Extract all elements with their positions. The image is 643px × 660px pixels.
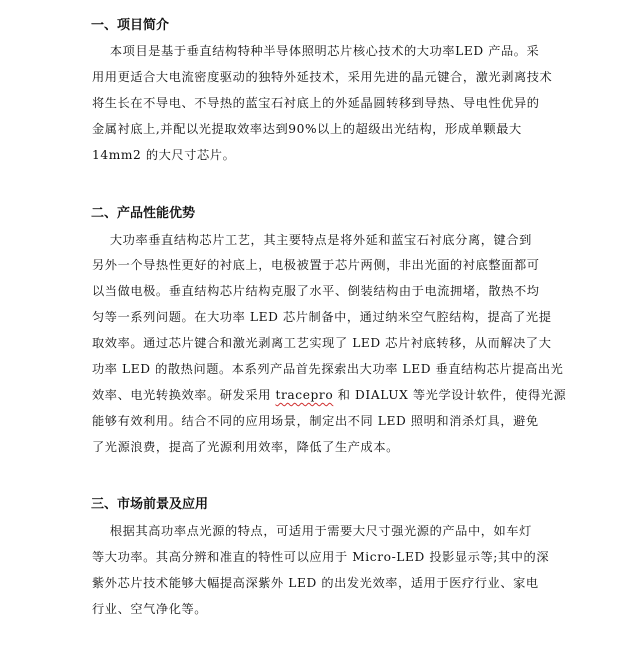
- paragraph-line: 本项目是基于垂直结构特种半导体照明芯片核心技术的大功率LED 产品。采: [92, 44, 540, 58]
- paragraph-line: 金属衬底上,并配以光提取效率达到90%以上的超级出光结构，形成单颗最大: [92, 122, 522, 136]
- section-heading-advantages: 二、产品性能优势: [91, 206, 196, 221]
- paragraph-line: 行业、空气净化等。: [92, 602, 208, 616]
- paragraph-line: 大功率垂直结构芯片工艺，其主要特点是将外延和蓝宝石衬底分离，键合到: [92, 233, 532, 247]
- paragraph-line: 效率、电光转换效率。研发采用 tracepro 和 DIALUX 等光学设计软件，使得光源: [92, 388, 567, 402]
- paragraph-line: 用用更适合大电流密度驱动的独特外延技术，采用先进的晶元键合，激光剥离技术: [92, 70, 553, 84]
- spellcheck-word: tracepro: [275, 388, 334, 402]
- section-heading-market: 三、市场前景及应用: [91, 497, 209, 512]
- paragraph-line: 以当做电极。垂直结构芯片结构克服了水平、倒装结构由于电流拥堵，散热不均: [92, 284, 540, 298]
- paragraph-line: 紫外芯片技术能够大幅提高深紫外 LED 的出发光效率，适用于医疗行业、家电: [92, 576, 539, 590]
- paragraph-line: 了光源浪费，提高了光源利用效率，降低了生产成本。: [92, 440, 399, 454]
- paragraph-line: 能够有效利用。结合不同的应用场景，制定出不同 LED 照明和消杀灯具，避免: [92, 414, 539, 428]
- paragraph-line: 等大功率。其高分辨和准直的特性可以应用于 Micro-LED 投影显示等;其中的深: [92, 550, 550, 564]
- paragraph-line: 将生长在不导电、不导热的蓝宝石衬底上的外延晶圆转移到导热、导电性优异的: [92, 96, 540, 110]
- paragraph-line: 另外一个导热性更好的衬底上，电极被置于芯片两侧，非出光面的衬底整面都可: [92, 258, 540, 272]
- section-heading-intro: 一、项目简介: [91, 18, 170, 33]
- paragraph-line: 14mm2 的大尺寸芯片。: [92, 148, 236, 162]
- paragraph-line: 根据其高功率点光源的特点，可适用于需要大尺寸强光源的产品中，如车灯: [92, 524, 532, 538]
- paragraph-line: 功率 LED 的散热问题。本系列产品首先探索出大功率 LED 垂直结构芯片提高出光: [92, 362, 564, 376]
- paragraph-line: 取效率。通过芯片键合和激光剥离工艺实现了 LED 芯片衬底转移，从而解决了大: [92, 336, 552, 350]
- paragraph-line: 匀等一系列问题。在大功率 LED 芯片制备中，通过纳米空气腔结构，提高了光提: [92, 310, 552, 324]
